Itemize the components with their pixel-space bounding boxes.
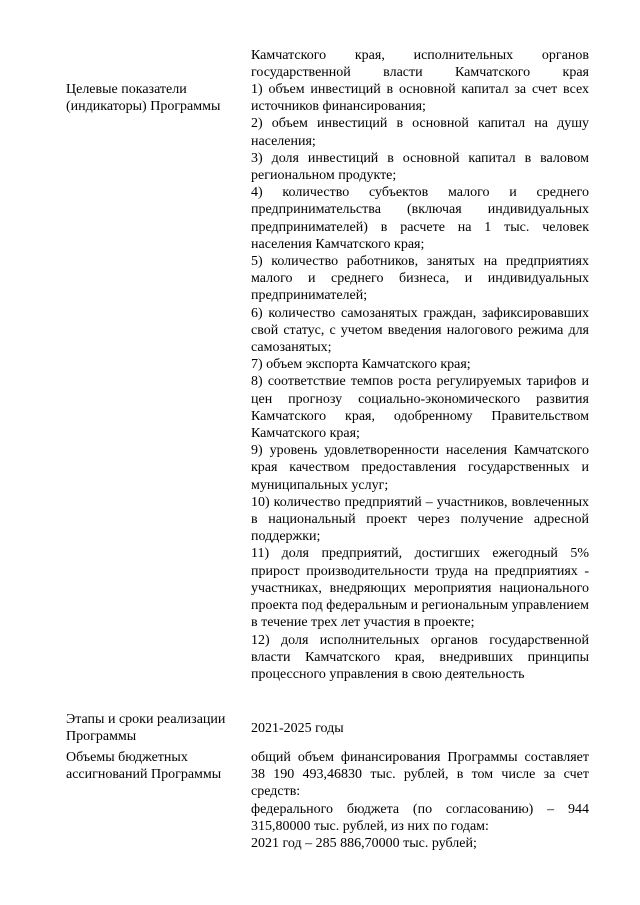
indicator-6: 6) количество самозанятых граждан, зафиксировавших свой статус, с учетом введения налогового режима для самозанятых; xyxy=(251,305,589,356)
budget-paragraph-2: федерального бюджета (по согласованию) – 944 315,80000 тыс. рублей, из них по годам: xyxy=(251,801,589,834)
indicator-10: 10) количество предприятий – участников, вовлеченных в национальный проект через получение адресной поддержки; xyxy=(251,494,589,545)
indicator-4: 4) количество субъектов малого и среднего предпринимательства (включая индивидуальных предпринимателей) в расчете на 1 тыс. человек населения Камчатского края; xyxy=(251,185,589,252)
row-3-content xyxy=(251,749,589,852)
row-1-content xyxy=(251,81,589,683)
indicator-7: 7) объем экспорта Камчатского края; xyxy=(251,357,471,373)
budget-paragraph-3: 2021 год – 285 886,70000 тыс. рублей; xyxy=(251,836,477,852)
indicator-2: 2) объем инвестиций в основной капитал на душу населения; xyxy=(251,116,589,149)
row-2-label: Этапы и сроки реализации Программы xyxy=(66,712,226,744)
indicator-12: 12) доля исполнительных органов государственной власти Камчатского края, внедривших принципы процессного управления в свою деятельность xyxy=(251,632,589,682)
budget-paragraph-1: общий объем финансирования Программы составляет 38 190 493,46830 тыс. рублей, в том числе за счет средств: xyxy=(251,750,589,800)
stages-value: 2021-2025 годы xyxy=(251,721,344,736)
row-1-label: Целевые показатели (индикаторы) Программы xyxy=(66,82,221,114)
row-2-content xyxy=(251,720,589,737)
row-3-label: Объемы бюджетных ассигнований Программы xyxy=(66,750,222,782)
row-0-paragraph-1: Камчатского края, исполнительных органов государственной власти Камчатского края xyxy=(251,48,589,81)
indicator-8: 8) соответствие темпов роста регулируемых тарифов и цен прогнозу социально-экономического развития Камчатского края, одобренному Правительством Камчатского края; xyxy=(251,374,589,442)
indicator-1: 1) объем инвестиций в основной капитал за счет всех источников финансирования; xyxy=(251,82,589,115)
indicator-9: 9) уровень удовлетворенности населения Камчатского края качеством предоставления государственных и муниципальных услуг; xyxy=(251,443,589,493)
indicator-11: 11) доля предприятий, достигших ежегодный 5% прирост производительности труда на предприятиях - участниках, внедряющих мероприятия национального проекта под федеральным и региональным управлением в течение трех лет участия в проекте; xyxy=(251,546,589,631)
indicator-3: 3) доля инвестиций в основной капитал в валовом региональном продукте; xyxy=(251,150,589,184)
indicator-5: 5) количество работников, занятых на предприятиях малого и среднего бизнеса, и индивидуальных предпринимателей; xyxy=(251,254,589,304)
row-0-content xyxy=(251,47,589,81)
